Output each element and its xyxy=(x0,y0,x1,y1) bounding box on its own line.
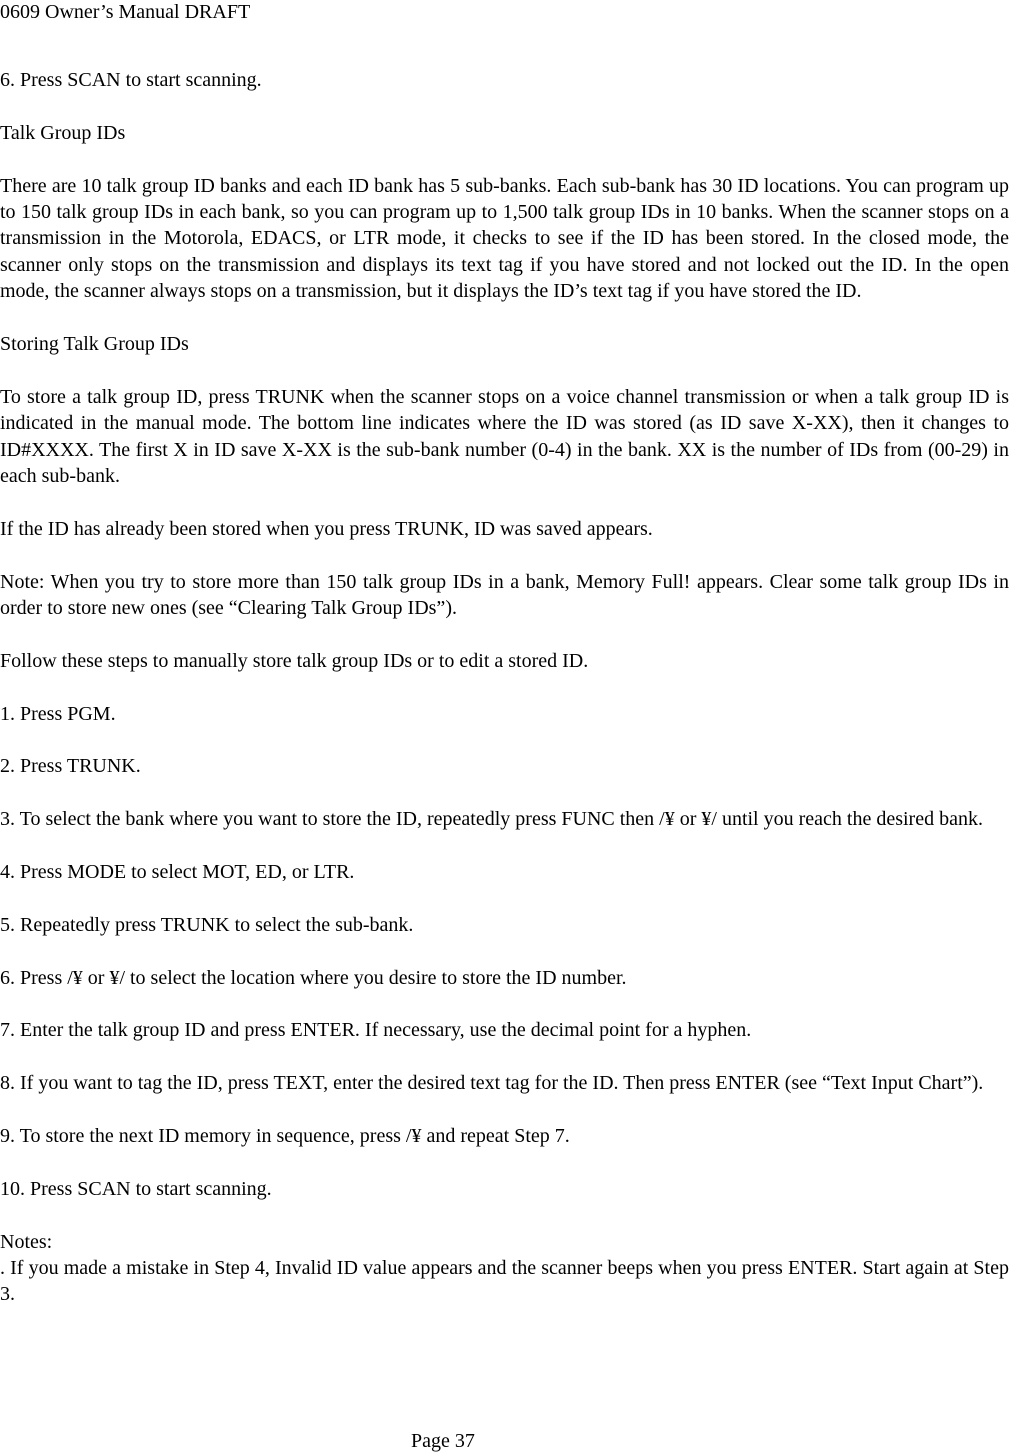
body-paragraph: Follow these steps to manually store talk group IDs or to edit a stored ID. xyxy=(0,649,589,672)
body-paragraph: To store a talk group ID, press TRUNK when the scanner stops on a voice channel transmission or when a talk group ID is indicated in the manual mode. The bottom line indicates where the ID was stored (as ID save X-XX), then it changes to ID#XXXX. The first X in ID save X-XX is the sub-bank number (0-4) in the bank. XX is the number of IDs from (00-29) in each sub-bank. xyxy=(0,385,1009,488)
page-number: Page 37 xyxy=(411,1430,475,1452)
step-paragraph: 10. Press SCAN to start scanning. xyxy=(0,1177,272,1200)
page-header: 0609 Owner’s Manual DRAFT xyxy=(0,1,251,23)
body-paragraph: There are 10 talk group ID banks and each ID bank has 5 sub-banks. Each sub-bank has 30 ID locations. You can program up to 150 talk group IDs in each bank, so you can program up to 1,500 talk group IDs in 10 banks. When the scanner stops on a transmission in the Motorola, EDACS, or LTR mode, it checks to see if the ID has been stored. In the closed mode, the scanner only stops on the transmission and displays its text tag if you have stored and not locked out the ID. In the open mode, the scanner always stops on a transmission, but it displays the ID’s text tag if you have stored the ID. xyxy=(0,174,1009,303)
step-paragraph: 6. Press SCAN to start scanning. xyxy=(0,69,262,91)
step-paragraph: 8. If you want to tag the ID, press TEXT, enter the desired text tag for the ID. Then press ENTER (see “Text Input Chart”). xyxy=(0,1072,984,1095)
step-paragraph: 5. Repeatedly press TRUNK to select the sub-bank. xyxy=(0,913,414,936)
step-paragraph: 2. Press TRUNK. xyxy=(0,755,141,778)
step-paragraph: 7. Enter the talk group ID and press ENTER. If necessary, use the decimal point for a hyphen. xyxy=(0,1019,752,1042)
note-paragraph: . If you made a mistake in Step 4, Invalid ID value appears and the scanner beeps when you press ENTER. Start again at Step 3. xyxy=(0,1257,1009,1306)
section-heading: Storing Talk Group IDs xyxy=(0,333,189,356)
step-paragraph: 6. Press /¥ or ¥/ to select the location where you desire to store the ID number. xyxy=(0,966,627,989)
body-paragraph: If the ID has already been stored when you press TRUNK, ID was saved appears. xyxy=(0,517,653,540)
step-paragraph: 4. Press MODE to select MOT, ED, or LTR. xyxy=(0,861,355,884)
step-paragraph: 3. To select the bank where you want to store the ID, repeatedly press FUNC then /¥ or ¥/ until you reach the desired bank. xyxy=(0,808,983,831)
step-paragraph: 1. Press PGM. xyxy=(0,702,116,725)
document-body xyxy=(0,67,1009,1334)
step-paragraph: 9. To store the next ID memory in sequence, press /¥ and repeat Step 7. xyxy=(0,1125,570,1147)
note-paragraph: Note: When you try to store more than 150 talk group IDs in a bank, Memory Full! appears. Clear some talk group IDs in order to store new ones (see “Clearing Talk Group IDs”). xyxy=(0,570,1009,620)
section-heading: Talk Group IDs xyxy=(0,121,126,144)
notes-heading: Notes: xyxy=(0,1230,53,1253)
